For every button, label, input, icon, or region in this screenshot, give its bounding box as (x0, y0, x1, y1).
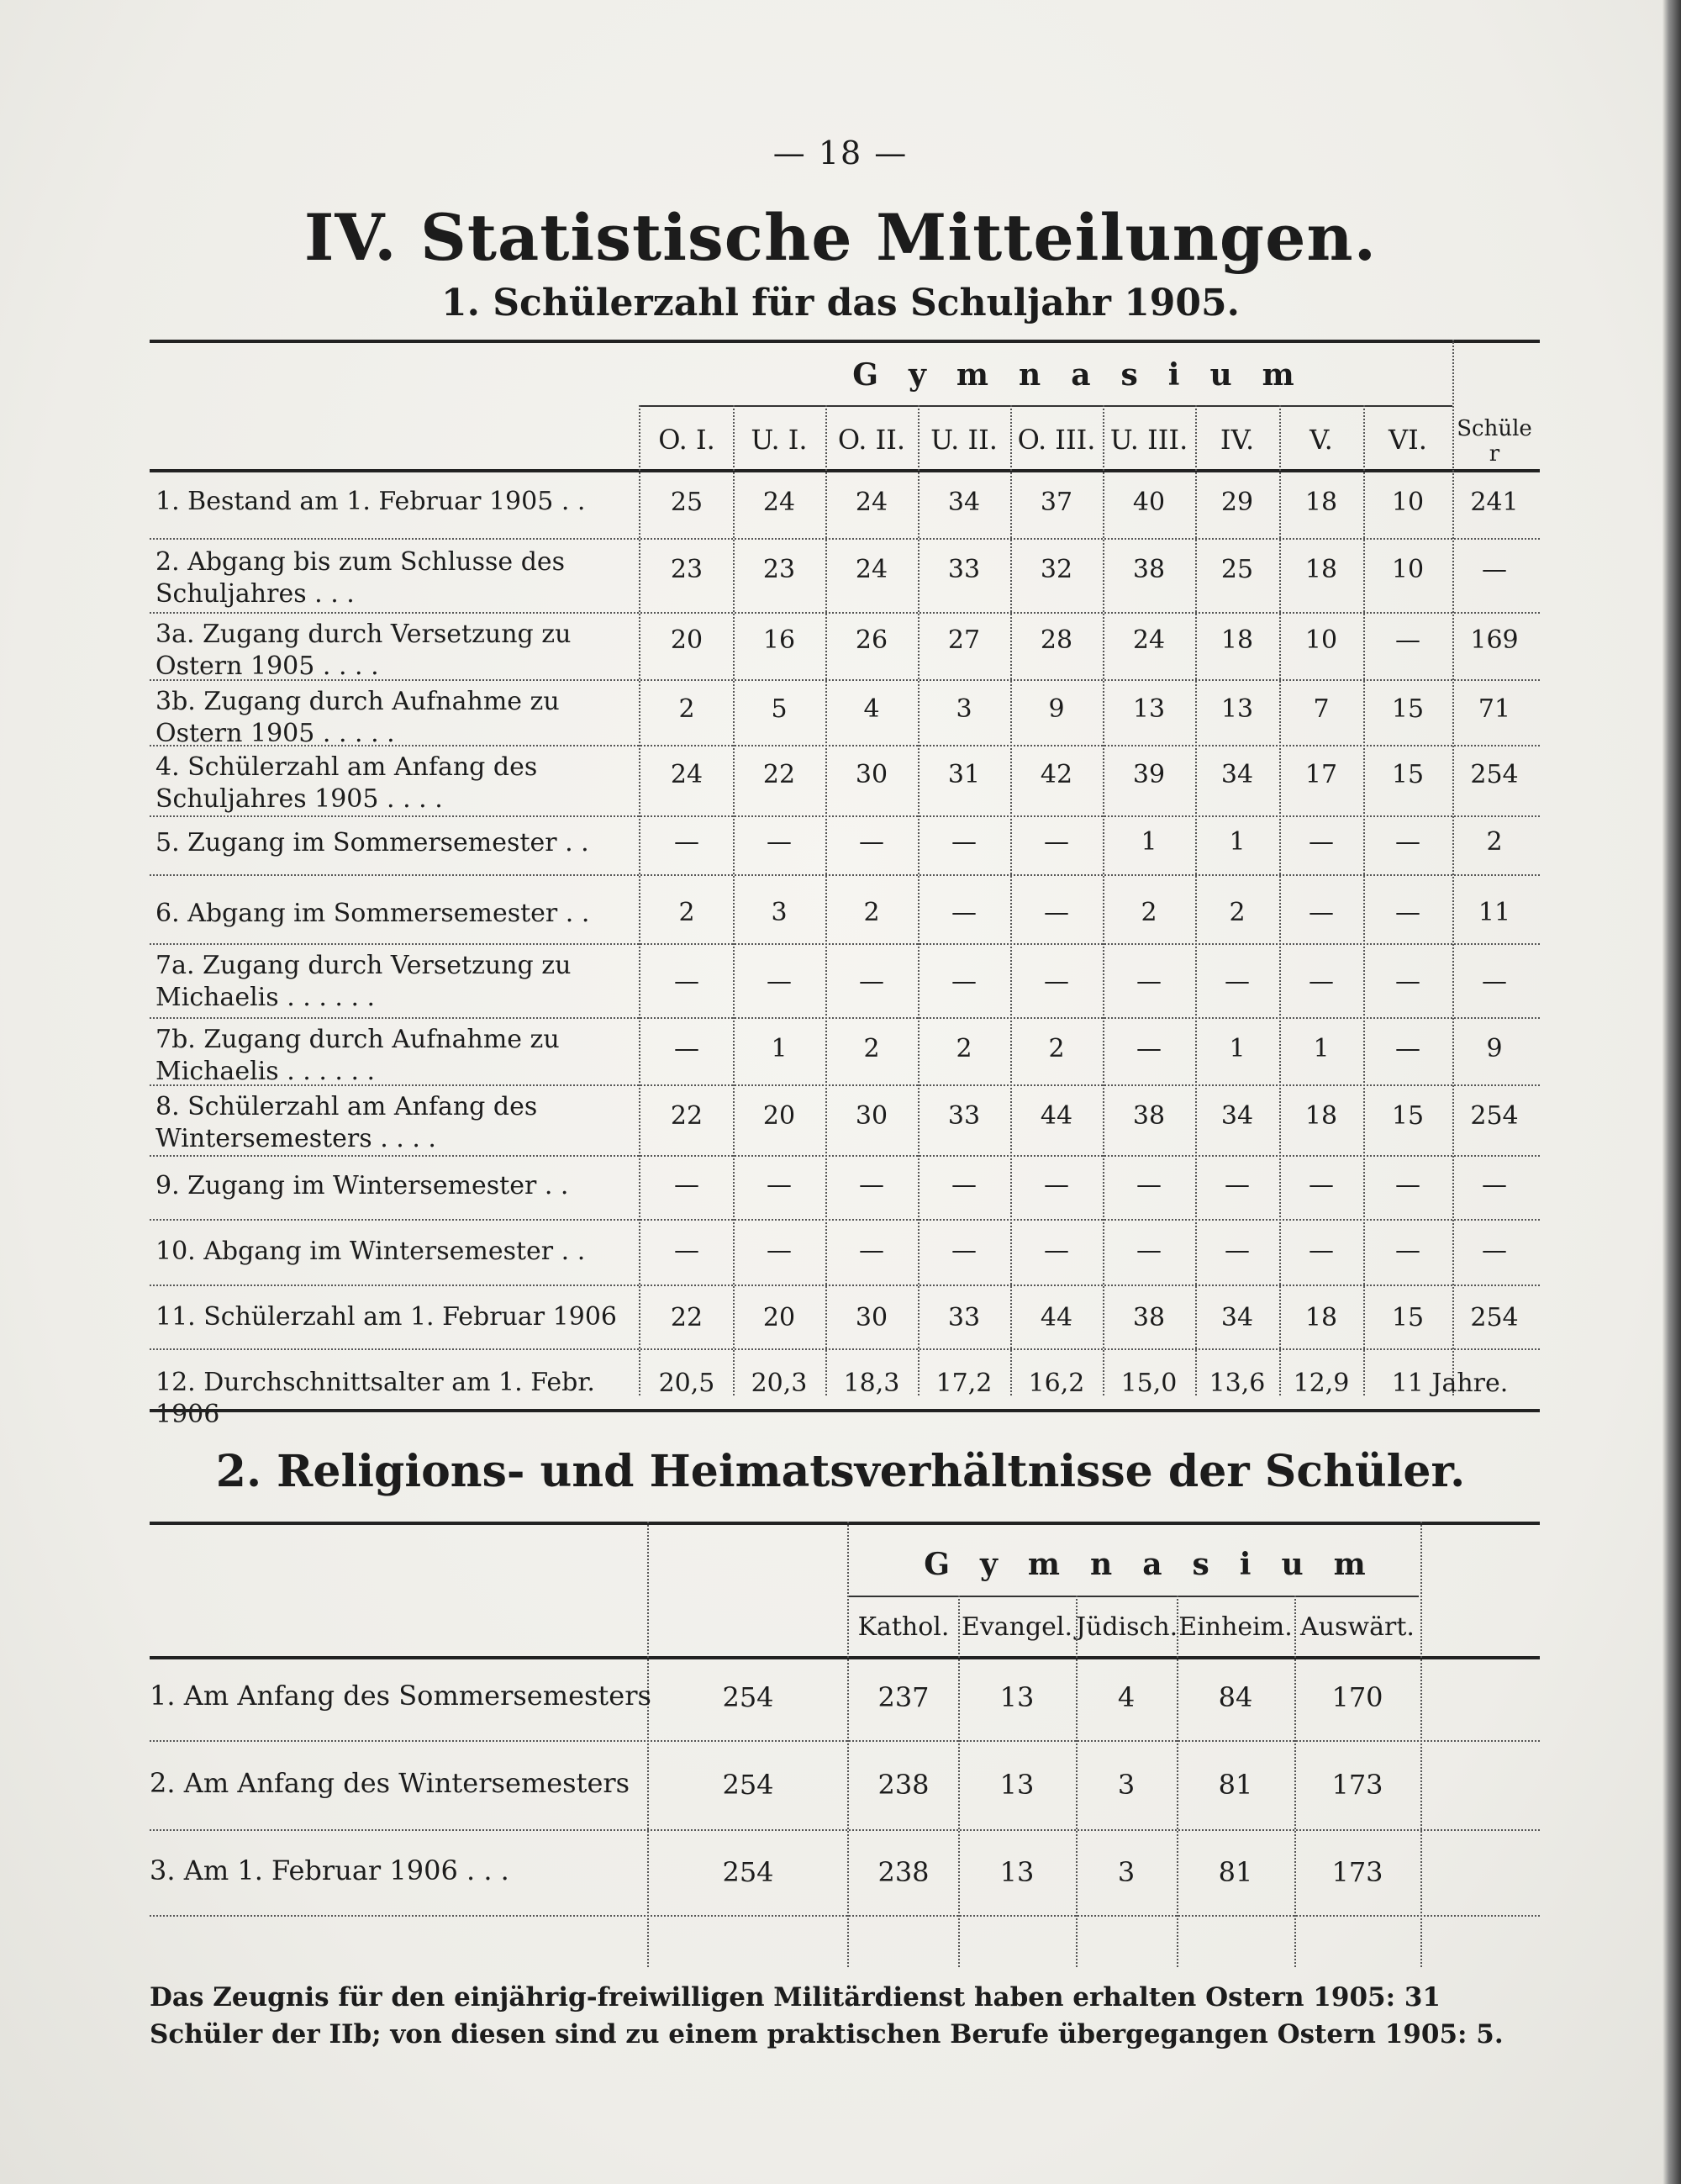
row-cell: — (1225, 967, 1250, 996)
row-cell: — (767, 827, 792, 857)
row-cell: 15 (1391, 1101, 1425, 1131)
table2-group-header: Gymnasium (924, 1547, 1396, 1582)
row-cell: — (951, 1170, 977, 1200)
row-cell: — (1482, 555, 1507, 584)
row-cell: 1 (1141, 827, 1157, 857)
col-head-schueler: Schüler (1457, 416, 1532, 467)
table2-group-rule (847, 1596, 1419, 1597)
row-separator (150, 1084, 1540, 1086)
row-cell: 13 (1220, 694, 1254, 724)
row-cell: — (859, 827, 884, 857)
row-cell: 22 (670, 1303, 703, 1332)
row-label: 1. Bestand am 1. Februar 1905 . . (155, 487, 586, 516)
row-cell: 20,3 (751, 1369, 808, 1398)
row-cell: 38 (1132, 1101, 1166, 1131)
row-cell: 18 (1304, 488, 1338, 517)
row-label: 5. Zugang im Sommersemester . . (155, 828, 589, 857)
row-cell: 34 (1220, 1303, 1254, 1332)
row-cell: — (1044, 967, 1069, 996)
row-cell: 13,6 (1209, 1369, 1266, 1398)
row-label: 3a. Zugang durch Versetzung zu Ostern 1905 . . . . (155, 620, 572, 681)
col-head-kathol: Kathol. (857, 1612, 950, 1642)
row-cell: — (1309, 1236, 1334, 1265)
row-cell: 2 (1486, 827, 1503, 857)
row-cell: 13 (999, 1769, 1035, 1801)
row-cell: 4 (1117, 1681, 1136, 1713)
row-separator (150, 1915, 1540, 1917)
row-cell: — (767, 1170, 792, 1200)
col-head-oiii: O. III. (1017, 424, 1096, 456)
row-cell: 42 (1040, 760, 1073, 789)
row-cell: 13 (999, 1856, 1035, 1888)
row-cell: 23 (670, 555, 703, 584)
row-cell: 39 (1132, 760, 1166, 789)
row-cell: — (1395, 967, 1420, 996)
row-label: 8. Schülerzahl am Anfang des Wintersemesters . . . . (155, 1092, 538, 1153)
row-separator (150, 943, 1540, 945)
row-label: 12. Durchschnittsalter am 1. Febr. 1906 (155, 1368, 595, 1429)
row-separator (150, 815, 1540, 817)
col-head-ui: U. I. (751, 424, 808, 456)
row-cell: 31 (947, 760, 981, 789)
row-cell: 33 (947, 1101, 981, 1131)
row-separator (150, 1829, 1540, 1831)
row-cell: 29 (1220, 488, 1254, 517)
row-cell: 10 (1304, 625, 1338, 655)
row-cell: 37 (1040, 488, 1073, 517)
row-cell: 238 (877, 1856, 930, 1888)
row-cell: 9 (1486, 1034, 1503, 1063)
row-cell: 34 (947, 488, 981, 517)
row-cell: — (1482, 1170, 1507, 1200)
row-separator (150, 679, 1540, 681)
row-cell: 24 (670, 760, 703, 789)
row-cell: 20 (762, 1101, 796, 1131)
row-cell: 17,2 (935, 1369, 993, 1398)
row-cell: 44 (1040, 1303, 1073, 1332)
row-cell: — (1136, 1034, 1162, 1063)
col-sep (647, 1522, 649, 1967)
row-cell: 12,9 (1293, 1369, 1350, 1398)
col-head-v: V. (1309, 424, 1333, 456)
row-label: 7b. Zugang durch Aufnahme zu Michaelis . . . . . . (155, 1025, 560, 1086)
row-cell: 18 (1304, 555, 1338, 584)
row-cell: 18,3 (843, 1369, 900, 1398)
col-head-uiii: U. III. (1109, 424, 1188, 456)
row-cell: 17 (1304, 760, 1338, 789)
row-cell: 3 (956, 694, 972, 724)
row-cell: 81 (1218, 1769, 1253, 1801)
row-cell: 81 (1218, 1856, 1253, 1888)
row-label: 10. Abgang im Wintersemester . . (155, 1237, 586, 1266)
row-separator (150, 1348, 1540, 1350)
row-cell: — (674, 967, 699, 996)
row-cell: 30 (855, 1101, 888, 1131)
table1-bottom-rule (150, 1409, 1540, 1412)
col-sep (1420, 1522, 1422, 1967)
row-cell: — (674, 1170, 699, 1200)
row-cell: 24 (762, 488, 796, 517)
row-cell: — (1309, 898, 1334, 927)
row-cell: 13 (999, 1681, 1035, 1713)
section2-title: 2. Religions- und Heimatsverhältnisse der Schüler. (215, 1446, 1466, 1497)
row-cell: 2 (678, 694, 695, 724)
row-label: 2. Abgang bis zum Schlusse des Schuljahres . . . (155, 547, 566, 609)
row-cell: — (951, 1236, 977, 1265)
row-cell: — (951, 967, 977, 996)
row-cell: 24 (1132, 625, 1166, 655)
row-cell: 15 (1391, 760, 1425, 789)
col-head-uii: U. II. (930, 424, 998, 456)
row-cell: 28 (1040, 625, 1073, 655)
row-cell: 15,0 (1120, 1369, 1178, 1398)
row-label: 6. Abgang im Sommersemester . . (155, 899, 590, 928)
col-sep (847, 1522, 849, 1967)
row-cell: 24 (855, 555, 888, 584)
row-cell: 254 (1470, 760, 1519, 789)
row-cell: 7 (1313, 694, 1330, 724)
row-cell: 254 (722, 1681, 774, 1713)
row-separator (150, 1219, 1540, 1221)
row-cell: — (1482, 967, 1507, 996)
row-separator (150, 874, 1540, 876)
row-separator (150, 745, 1540, 746)
row-cell: 34 (1220, 1101, 1254, 1131)
row-cell: — (1225, 1236, 1250, 1265)
row-cell: 3 (1117, 1856, 1136, 1888)
row-cell: 1 (1229, 1034, 1246, 1063)
row-cell: 24 (855, 488, 888, 517)
row-cell: 26 (855, 625, 888, 655)
row-cell: 16 (762, 625, 796, 655)
row-cell: — (1225, 1170, 1250, 1200)
col-head-evangel: Evangel. (961, 1612, 1073, 1642)
row-cell: — (674, 1236, 699, 1265)
row-label: 4. Schülerzahl am Anfang des Schuljahres 1905 . . . . (155, 752, 538, 814)
row-cell: — (951, 827, 977, 857)
row-cell: — (767, 1236, 792, 1265)
col-head-iv: IV. (1220, 424, 1255, 456)
row-cell: — (1395, 827, 1420, 857)
col-head-oii: O. II. (837, 424, 906, 456)
row-cell: — (1309, 1170, 1334, 1200)
row-cell: — (1044, 1170, 1069, 1200)
row-cell: 13 (1132, 694, 1166, 724)
row-label: 3b. Zugang durch Aufnahme zu Ostern 1905 . . . . . (155, 687, 560, 748)
col-head-einheim: Einheim. (1178, 1612, 1293, 1642)
row-label: 2. Am Anfang des Wintersemesters (150, 1767, 630, 1799)
row-label: 7a. Zugang durch Versetzung zu Michaelis . . . . . . (155, 951, 572, 1012)
row-cell: 15 (1391, 1303, 1425, 1332)
row-cell: 25 (1220, 555, 1254, 584)
row-cell: 20,5 (658, 1369, 715, 1398)
row-cell: 4 (863, 694, 880, 724)
row-cell: — (1044, 898, 1069, 927)
section1-title: 1. Schülerzahl für das Schuljahr 1905. (441, 282, 1240, 324)
row-label: 9. Zugang im Wintersemester . . (155, 1171, 569, 1200)
row-cell: — (1136, 967, 1162, 996)
row-cell: 16,2 (1028, 1369, 1085, 1398)
row-cell: 20 (762, 1303, 796, 1332)
row-cell: 18 (1304, 1101, 1338, 1131)
row-cell: 34 (1220, 760, 1254, 789)
row-cell: — (1482, 1236, 1507, 1265)
row-separator (150, 1155, 1540, 1157)
row-cell: 254 (1470, 1303, 1519, 1332)
table2-top-rule (150, 1522, 1540, 1525)
row-cell: 27 (947, 625, 981, 655)
row-cell: 173 (1331, 1856, 1383, 1888)
row-cell: 5 (771, 694, 788, 724)
row-separator (150, 612, 1540, 614)
row-cell: 1 (771, 1034, 788, 1063)
row-cell: 1 (1313, 1034, 1330, 1063)
row-cell: — (1044, 827, 1069, 857)
col-head-juedisch: Jüdisch. (1076, 1612, 1178, 1642)
row-cell: 2 (1141, 898, 1157, 927)
row-cell: — (1395, 1034, 1420, 1063)
row-cell: 2 (863, 1034, 880, 1063)
row-cell: 1 (1229, 827, 1246, 857)
row-cell: — (859, 1170, 884, 1200)
row-cell: 30 (855, 1303, 888, 1332)
row-cell: 18 (1220, 625, 1254, 655)
row-label: 1. Am Anfang des Sommersemesters (150, 1680, 651, 1712)
row-cell: 22 (670, 1101, 703, 1131)
row-separator (150, 1017, 1540, 1019)
row-separator (150, 1740, 1540, 1742)
row-cell: 25 (670, 488, 703, 517)
row-cell: 30 (855, 760, 888, 789)
page-title: IV. Statistische Mitteilungen. (303, 200, 1378, 275)
row-cell: — (1044, 1236, 1069, 1265)
row-label: 11. Schülerzahl am 1. Februar 1906 (155, 1302, 618, 1332)
row-cell: — (674, 827, 699, 857)
row-cell: 40 (1132, 488, 1166, 517)
row-cell: 11 (1478, 898, 1511, 927)
row-separator (150, 538, 1540, 540)
row-cell: 84 (1218, 1681, 1253, 1713)
row-cell: 237 (877, 1681, 930, 1713)
row-cell: 15 (1391, 694, 1425, 724)
row-cell: — (1395, 625, 1420, 655)
row-separator (150, 1285, 1540, 1286)
col-head-vi: VI. (1389, 424, 1427, 456)
row-cell: 3 (771, 898, 788, 927)
page-number: — 18 — (772, 135, 909, 171)
row-cell: 44 (1040, 1101, 1073, 1131)
row-cell: — (1395, 1170, 1420, 1200)
row-cell: 23 (762, 555, 796, 584)
row-cell: 2 (956, 1034, 972, 1063)
row-cell: 71 (1478, 694, 1511, 724)
row-cell: 241 (1470, 488, 1519, 517)
row-cell: 18 (1304, 1303, 1338, 1332)
table1-group-rule (639, 405, 1452, 407)
row-cell: 10 (1391, 488, 1425, 517)
row-cell: 22 (762, 760, 796, 789)
row-cell: 11 Jahre. (1391, 1369, 1509, 1398)
row-cell: 38 (1132, 1303, 1166, 1332)
row-cell: — (1136, 1170, 1162, 1200)
row-cell: 254 (1470, 1101, 1519, 1131)
row-cell: 2 (863, 898, 880, 927)
row-cell: — (1309, 827, 1334, 857)
row-cell: 33 (947, 1303, 981, 1332)
row-cell: 254 (722, 1769, 774, 1801)
row-cell: — (859, 1236, 884, 1265)
row-cell: 238 (877, 1769, 930, 1801)
footnote-text: Das Zeugnis für den einjährig-freiwilligen Militärdienst haben erhalten Ostern 1905: 31 Schüler der IIb; von diesen sind zu einem praktischen Berufe übergegangen Ostern 1905: 5. (150, 1982, 1504, 2049)
row-cell: — (1395, 898, 1420, 927)
row-cell: — (674, 1034, 699, 1063)
table1-top-rule (150, 340, 1540, 343)
table1-header-rule (150, 469, 1540, 472)
row-cell: — (859, 967, 884, 996)
row-label: 3. Am 1. Februar 1906 . . . (150, 1854, 509, 1886)
row-cell: 33 (947, 555, 981, 584)
row-cell: — (1395, 1236, 1420, 1265)
row-cell: 32 (1040, 555, 1073, 584)
row-cell: — (951, 898, 977, 927)
table1-group-header: Gymnasium (852, 357, 1325, 393)
row-cell: 20 (670, 625, 703, 655)
row-cell: 2 (1229, 898, 1246, 927)
row-cell: 3 (1117, 1769, 1136, 1801)
row-cell: 9 (1048, 694, 1065, 724)
row-cell: 10 (1391, 555, 1425, 584)
row-cell: 254 (722, 1856, 774, 1888)
table2-header-rule (150, 1656, 1540, 1659)
row-cell: 2 (1048, 1034, 1065, 1063)
col-head-oi: O. I. (658, 424, 715, 456)
row-cell: 169 (1470, 625, 1519, 655)
page-binding-shadow (1663, 0, 1681, 2184)
row-cell: 38 (1132, 555, 1166, 584)
col-head-auswaert: Auswärt. (1300, 1612, 1415, 1642)
row-cell: 170 (1331, 1681, 1383, 1713)
row-cell: — (1136, 1236, 1162, 1265)
row-cell: — (767, 967, 792, 996)
row-cell: 173 (1331, 1769, 1383, 1801)
row-cell: — (1309, 967, 1334, 996)
row-cell: 2 (678, 898, 695, 927)
